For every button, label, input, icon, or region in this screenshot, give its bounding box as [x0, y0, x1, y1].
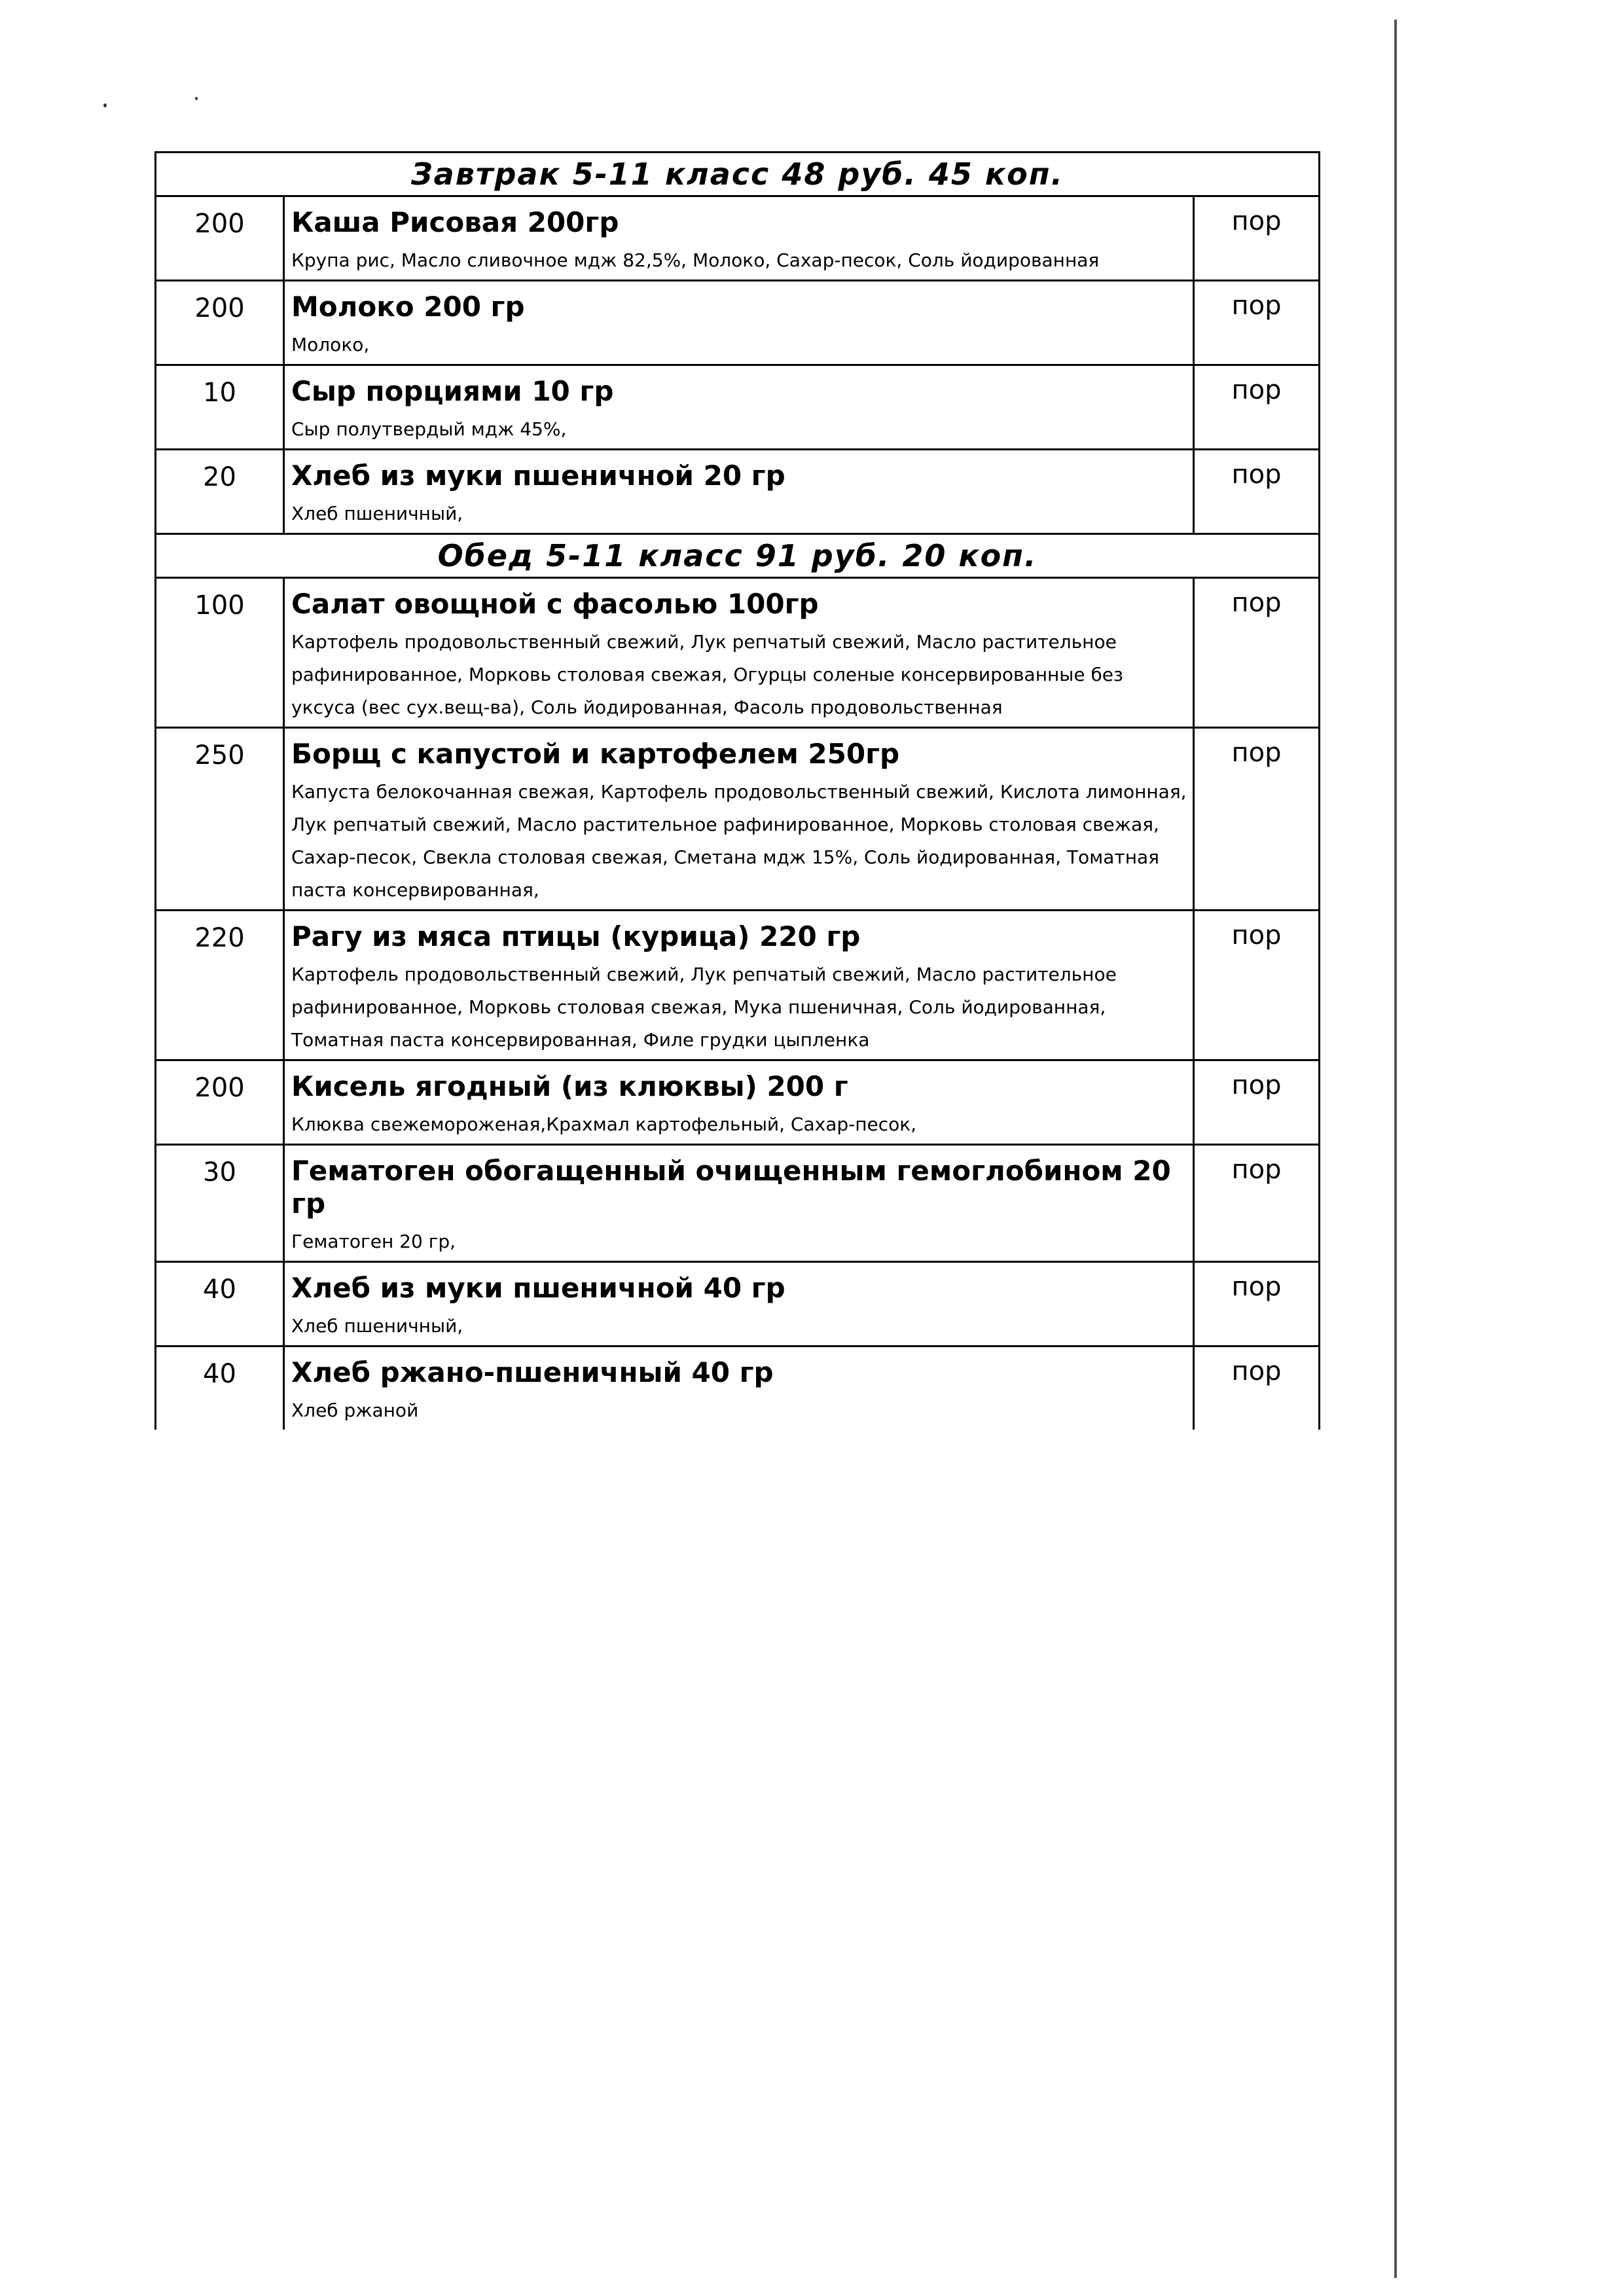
menu-row [156, 281, 1320, 365]
dish-ingredients: Крупа рис, Масло сливочное мдж 82,5%, Молоко, Сахар-песок, Соль йодированная [291, 249, 1100, 271]
item-description [284, 1346, 1194, 1430]
menu-row [156, 196, 1320, 281]
dish-ingredients: Клюква свежемороженая,Крахмал картофельный, Сахар-песок, [291, 1113, 917, 1135]
item-description [284, 728, 1194, 911]
item-unit: пор [1194, 281, 1320, 365]
item-qty: 10 [156, 365, 284, 450]
item-description [284, 450, 1194, 534]
dish-name: Хлеб из муки пшеничной 40 гр [291, 1272, 785, 1304]
item-unit: пор [1194, 578, 1320, 728]
item-unit: пор [1194, 196, 1320, 281]
breakfast-header-row [156, 153, 1320, 196]
lunch-header-row [156, 534, 1320, 578]
dish-ingredients: Хлеб ржаной [291, 1400, 419, 1421]
item-description [284, 578, 1194, 728]
dish-name: Рагу из мяса птицы (курица) 220 гр [291, 920, 861, 952]
menu-row [156, 1262, 1320, 1346]
menu-row [156, 911, 1320, 1060]
item-description [284, 1145, 1194, 1262]
item-qty: 200 [156, 196, 284, 281]
item-qty: 200 [156, 281, 284, 365]
dish-ingredients: Хлеб пшеничный, [291, 1315, 463, 1337]
dish-ingredients: Капуста белокочанная свежая, Картофель продовольственный свежий, Кислота лимонная, Лук репчатый свежий, Масло растительное рафинированное, Морковь столовая свежая, Сахар-песок, Свекла столовая свежая, Сметана мдж 15%, Соль йодированная, Томатная паста консервированная, [291, 781, 1187, 901]
item-unit: пор [1194, 1145, 1320, 1262]
item-qty: 220 [156, 911, 284, 1060]
dish-ingredients: Сыр полутвердый мдж 45%, [291, 418, 567, 440]
menu-row [156, 578, 1320, 728]
item-qty: 20 [156, 450, 284, 534]
scan-speck [103, 103, 107, 107]
item-qty: 30 [156, 1145, 284, 1262]
item-qty: 40 [156, 1346, 284, 1430]
dish-name: Борщ с капустой и картофелем 250гр [291, 738, 900, 770]
item-description [284, 1060, 1194, 1145]
menu-table [154, 151, 1320, 1430]
dish-ingredients: Картофель продовольственный свежий, Лук репчатый свежий, Масло растительное рафинированное, Морковь столовая свежая, Мука пшеничная, Соль йодированная, Томатная паста консервированная, Филе грудки цыпленка [291, 964, 1117, 1051]
item-qty: 40 [156, 1262, 284, 1346]
dish-name: Салат овощной с фасолью 100гр [291, 588, 819, 620]
menu-row [156, 365, 1320, 450]
dish-name: Каша Рисовая 200гр [291, 206, 619, 238]
item-qty: 100 [156, 578, 284, 728]
item-unit: пор [1194, 728, 1320, 911]
dish-ingredients: Гематоген 20 гр, [291, 1231, 456, 1252]
item-qty: 250 [156, 728, 284, 911]
dish-name: Молоко 200 гр [291, 291, 525, 323]
item-description [284, 365, 1194, 450]
item-description [284, 1262, 1194, 1346]
dish-ingredients: Молоко, [291, 334, 370, 355]
item-description [284, 281, 1194, 365]
breakfast-title: Завтрак 5-11 класс 48 руб. 45 коп. [156, 153, 1320, 196]
lunch-title: Обед 5-11 класс 91 руб. 20 коп. [156, 534, 1320, 578]
menu-row [156, 450, 1320, 534]
menu-row [156, 1060, 1320, 1145]
dish-ingredients: Хлеб пшеничный, [291, 503, 463, 524]
item-unit: пор [1194, 450, 1320, 534]
item-unit: пор [1194, 1346, 1320, 1430]
dish-name: Хлеб ржано-пшеничный 40 гр [291, 1356, 774, 1388]
item-unit: пор [1194, 365, 1320, 450]
dish-name: Гематоген обогащенный очищенным гемоглобином 20 гр [291, 1155, 1171, 1220]
item-unit: пор [1194, 1060, 1320, 1145]
item-description [284, 196, 1194, 281]
menu-row [156, 728, 1320, 911]
item-qty: 200 [156, 1060, 284, 1145]
scan-edge-line [1394, 20, 1397, 2278]
scan-speck [195, 97, 198, 100]
item-unit: пор [1194, 1262, 1320, 1346]
dish-name: Сыр порциями 10 гр [291, 375, 614, 407]
item-unit: пор [1194, 911, 1320, 1060]
dish-name: Хлеб из муки пшеничной 20 гр [291, 460, 785, 492]
dish-name: Кисель ягодный (из клюквы) 200 г [291, 1070, 848, 1102]
menu-row [156, 1145, 1320, 1262]
item-description [284, 911, 1194, 1060]
menu-row [156, 1346, 1320, 1430]
dish-ingredients: Картофель продовольственный свежий, Лук репчатый свежий, Масло растительное рафинированное, Морковь столовая свежая, Огурцы соленые консервированные без уксуса (вес сух.вещ-ва), Соль йодированная, Фасоль продовольственная [291, 631, 1123, 718]
